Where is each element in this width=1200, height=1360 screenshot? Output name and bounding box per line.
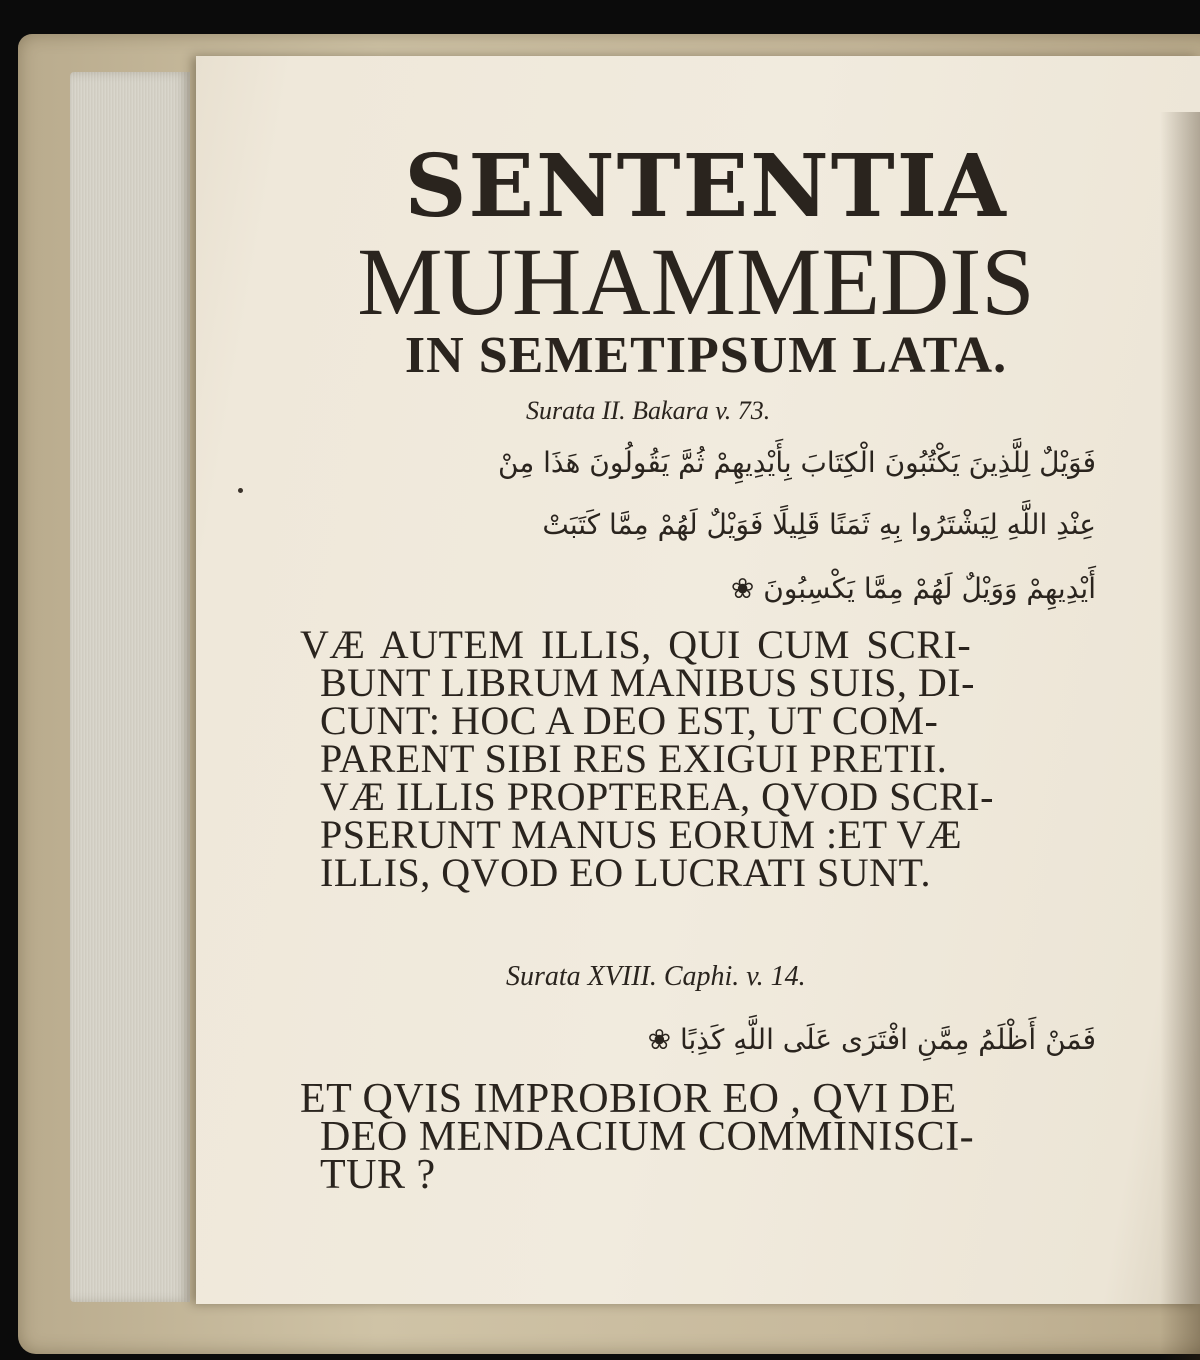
latin-line-5: VÆ ILLIS PROPTEREA, QVOD SCRI-	[320, 774, 994, 819]
latin-line-10: TUR ?	[320, 1152, 436, 1198]
latin-line-3: CUNT: HOC A DEO EST, UT COM-	[320, 698, 939, 743]
latin-line-7: ILLIS, QVOD EO LUCRATI SUNT.	[320, 850, 931, 895]
arabic-line-4: فَمَنْ أَظْلَمُ مِمَّنِ افْتَرَى عَلَى اللَّهِ كَذِبًا ❀	[647, 1023, 1096, 1056]
latin-line-1: VÆ AUTEM ILLIS, QUI CUM SCRI-	[300, 622, 972, 667]
latin-line-4: PARENT SIBI RES EXIGUI PRETII.	[320, 736, 948, 781]
latin-line-9: DEO MENDACIUM COMMINISCI-	[320, 1114, 975, 1160]
title-line-3: IN SEMETIPSUM LATA.	[404, 327, 1008, 384]
latin-line-6: PSERUNT MANUS EORUM :ET VÆ	[320, 812, 963, 857]
page-block-edges	[70, 72, 190, 1302]
title-line-2: MUHAMMEDIS	[357, 228, 1035, 335]
margin-dot	[238, 488, 243, 493]
surah-reference-1: Surata II. Bakara v. 73.	[526, 396, 771, 425]
latin-line-8: ET QVIS IMPROBIOR EO , QVI DE	[300, 1076, 957, 1122]
printed-page	[196, 56, 1200, 1304]
arabic-line-3: أَيْدِيهِمْ وَوَيْلٌ لَهُمْ مِمَّا يَكْسِبُونَ ❀	[730, 572, 1096, 605]
arabic-line-1: فَوَيْلٌ لِلَّذِينَ يَكْتُبُونَ الْكِتَابَ بِأَيْدِيهِمْ ثُمَّ يَقُولُونَ هَذَا مِنْ	[497, 446, 1096, 479]
title-line-1: SENTENTIA	[404, 136, 1008, 237]
latin-line-2: BUNT LIBRUM MANIBUS SUIS, DI-	[320, 660, 975, 705]
arabic-line-2: عِنْدِ اللَّهِ لِيَشْتَرُوا بِهِ ثَمَنًا قَلِيلًا فَوَيْلٌ لَهُمْ مِمَّا كَتَبَتْ	[542, 508, 1096, 541]
gutter-shadow	[1160, 112, 1200, 1360]
surah-reference-2: Surata XVIII. Caphi. v. 14.	[506, 961, 806, 992]
